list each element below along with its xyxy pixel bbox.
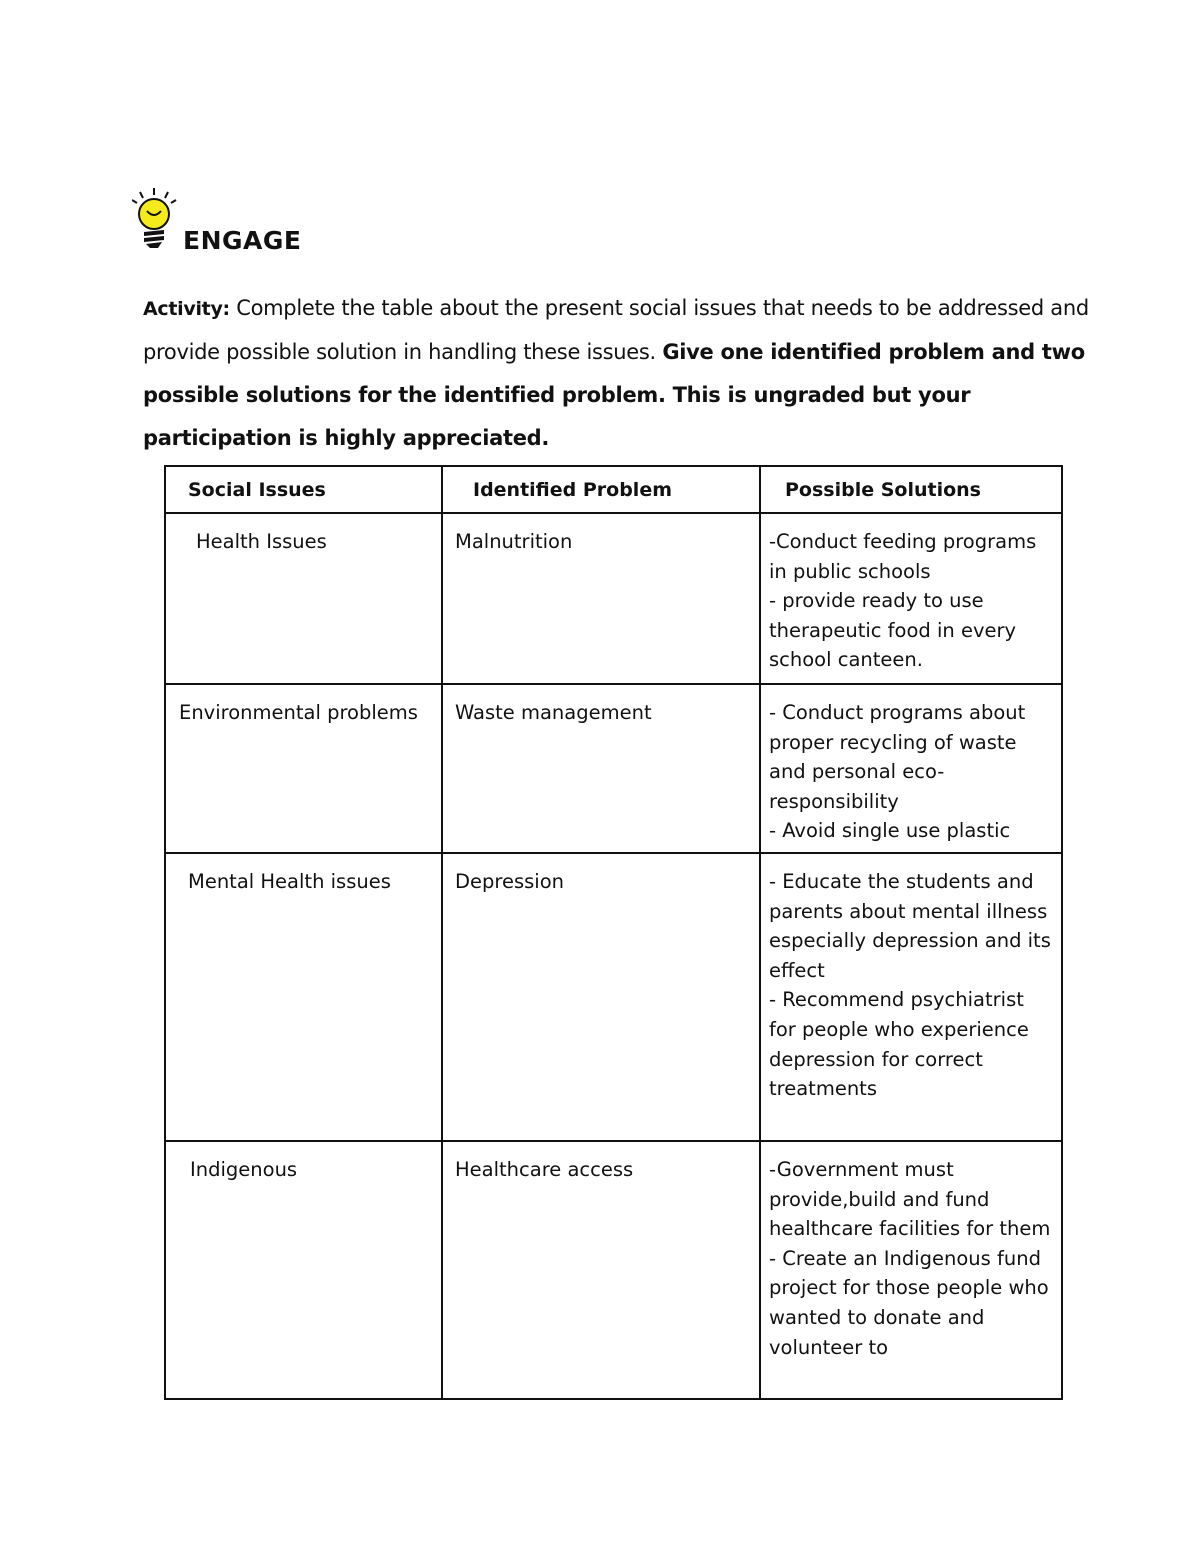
solution-item: - Conduct programs about proper recycling of waste and personal eco-responsibility [769, 701, 1026, 813]
lightbulb-icon [132, 186, 180, 254]
activity-label: Activity: [143, 298, 230, 320]
cell-social-issue: Mental Health issues [165, 853, 442, 1141]
cell-possible-solutions [760, 513, 1062, 684]
header-possible-solutions: Possible Solutions [760, 466, 1062, 513]
cell-possible-solutions [760, 853, 1062, 1141]
cell-identified-problem: Waste management [442, 684, 760, 853]
social-issues-table [164, 465, 1063, 1400]
section-title: ENGAGE [183, 226, 302, 255]
solution-item: - Create an Indigenous fund project for those people who wanted to donate and volunteer to [769, 1246, 1049, 1359]
table-row [165, 853, 1062, 1141]
activity-instructions [143, 287, 1103, 460]
table-row [165, 684, 1062, 853]
solution-item: -Conduct feeding programs in public schools [769, 530, 1037, 583]
header-identified-problem: Identified Problem [442, 466, 760, 513]
cell-identified-problem: Malnutrition [442, 513, 760, 684]
table-row [165, 1141, 1062, 1399]
cell-identified-problem: Healthcare access [442, 1141, 760, 1399]
cell-social-issue: Environmental problems [165, 684, 442, 853]
activity-text: Complete the table about the present social issues that needs to be addressed and provide possible solution in handling these issues. [143, 296, 1089, 364]
solution-item: - Avoid single use plastic [769, 819, 1011, 843]
table-row [165, 513, 1062, 684]
cell-social-issue: Health Issues [165, 513, 442, 684]
solution-item: - Educate the students and parents about mental illness especially depression and its effect [769, 870, 1051, 982]
section-header [132, 186, 532, 256]
cell-social-issue: Indigenous [165, 1141, 442, 1399]
solution-item: - provide ready to use therapeutic food in every school canteen. [769, 589, 1017, 672]
solution-item: - Recommend psychiatrist for people who experience depression for correct treatments [769, 988, 1029, 1101]
cell-possible-solutions [760, 684, 1062, 853]
cell-identified-problem: Depression [442, 853, 760, 1141]
cell-possible-solutions [760, 1141, 1062, 1399]
solution-item: -Government must provide,build and fund healthcare facilities for them [769, 1158, 1051, 1241]
header-social-issues: Social Issues [165, 466, 442, 513]
table-header-row [165, 466, 1062, 513]
activity-instruction: Give one identified problem and two possible solutions for the identified problem. This is ungraded but your participation is highly appreciated. [143, 340, 1085, 450]
